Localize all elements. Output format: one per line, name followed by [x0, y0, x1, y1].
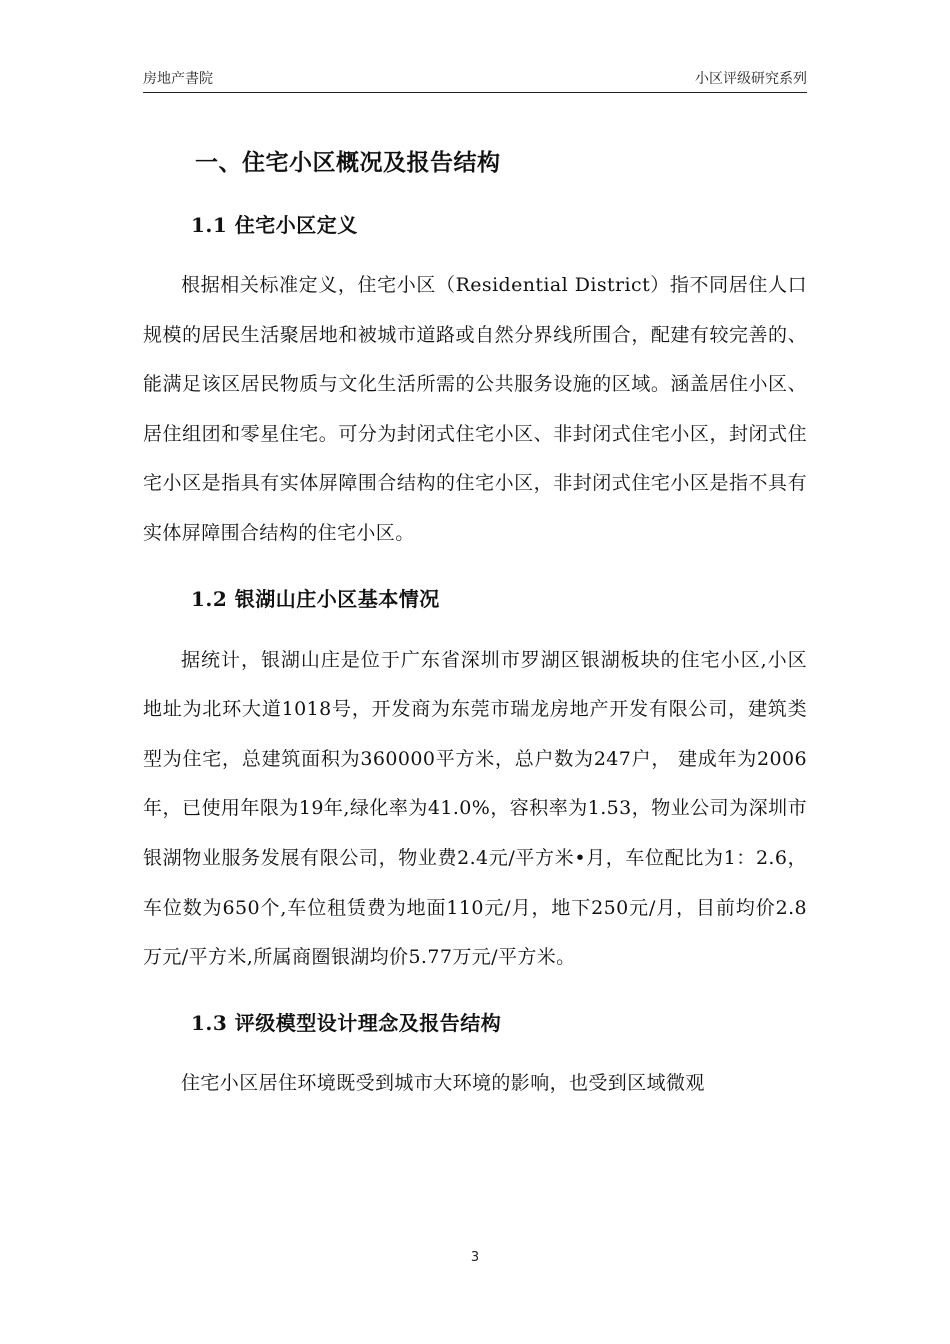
page-number: 3: [470, 1250, 480, 1265]
header-right-title: 小区评级研究系列: [695, 71, 807, 87]
section-heading-1-3: 1.3 评级模型设计理念及报告结构: [191, 1010, 502, 1035]
section-heading-1-2: 1.2 银湖山庄小区基本情况: [191, 586, 440, 611]
section-paragraph-1-2: 据统计，银湖山庄是位于广东省深圳市罗湖区银湖板块的住宅小区,小区地址为北环大道1018号，开发商为东莞市瑞龙房地产开发有限公司，建筑类型为住宅，总建筑面积为360000平方米，总户数为247户， 建成年为2006年，已使用年限为19年,绿化率为41.0%，容积率为1.53，物业公司为深圳市银湖物业服务发展有限公司，物业费2.4元/平方米•月，车位配比为1：2.6，车位数为650个,车位租赁费为地面110元/月，地下250元/月，目前均价2.8万元/平方米,所属商圈银湖均价5.77万元/平方米。: [143, 648, 807, 969]
section-paragraph-1-1: 根据相关标准定义，住宅小区（Residential District）指不同居住人口规模的居民生活聚居地和被城市道路或自然分界线所围合，配建有较完善的、能满足该区居民物质与文化生活所需的公共服务设施的区域。涵盖居住小区、居住组团和零星住宅。可分为封闭式住宅小区、非封闭式住宅小区，封闭式住宅小区是指具有实体屏障围合结构的住宅小区，非封闭式住宅小区是指不具有实体屏障围合结构的住宅小区。: [143, 274, 807, 544]
header-left-title: 房地产書院: [143, 71, 213, 87]
section-heading-1-1: 1.1 住宅小区定义: [191, 213, 358, 237]
page-header: [143, 66, 807, 93]
section-paragraph-1-3: 住宅小区居住环境既受到城市大环境的影响，也受到区域微观: [181, 1071, 705, 1094]
chapter-title: 一、住宅小区概况及报告结构: [195, 149, 501, 176]
document-body: [143, 140, 807, 1108]
